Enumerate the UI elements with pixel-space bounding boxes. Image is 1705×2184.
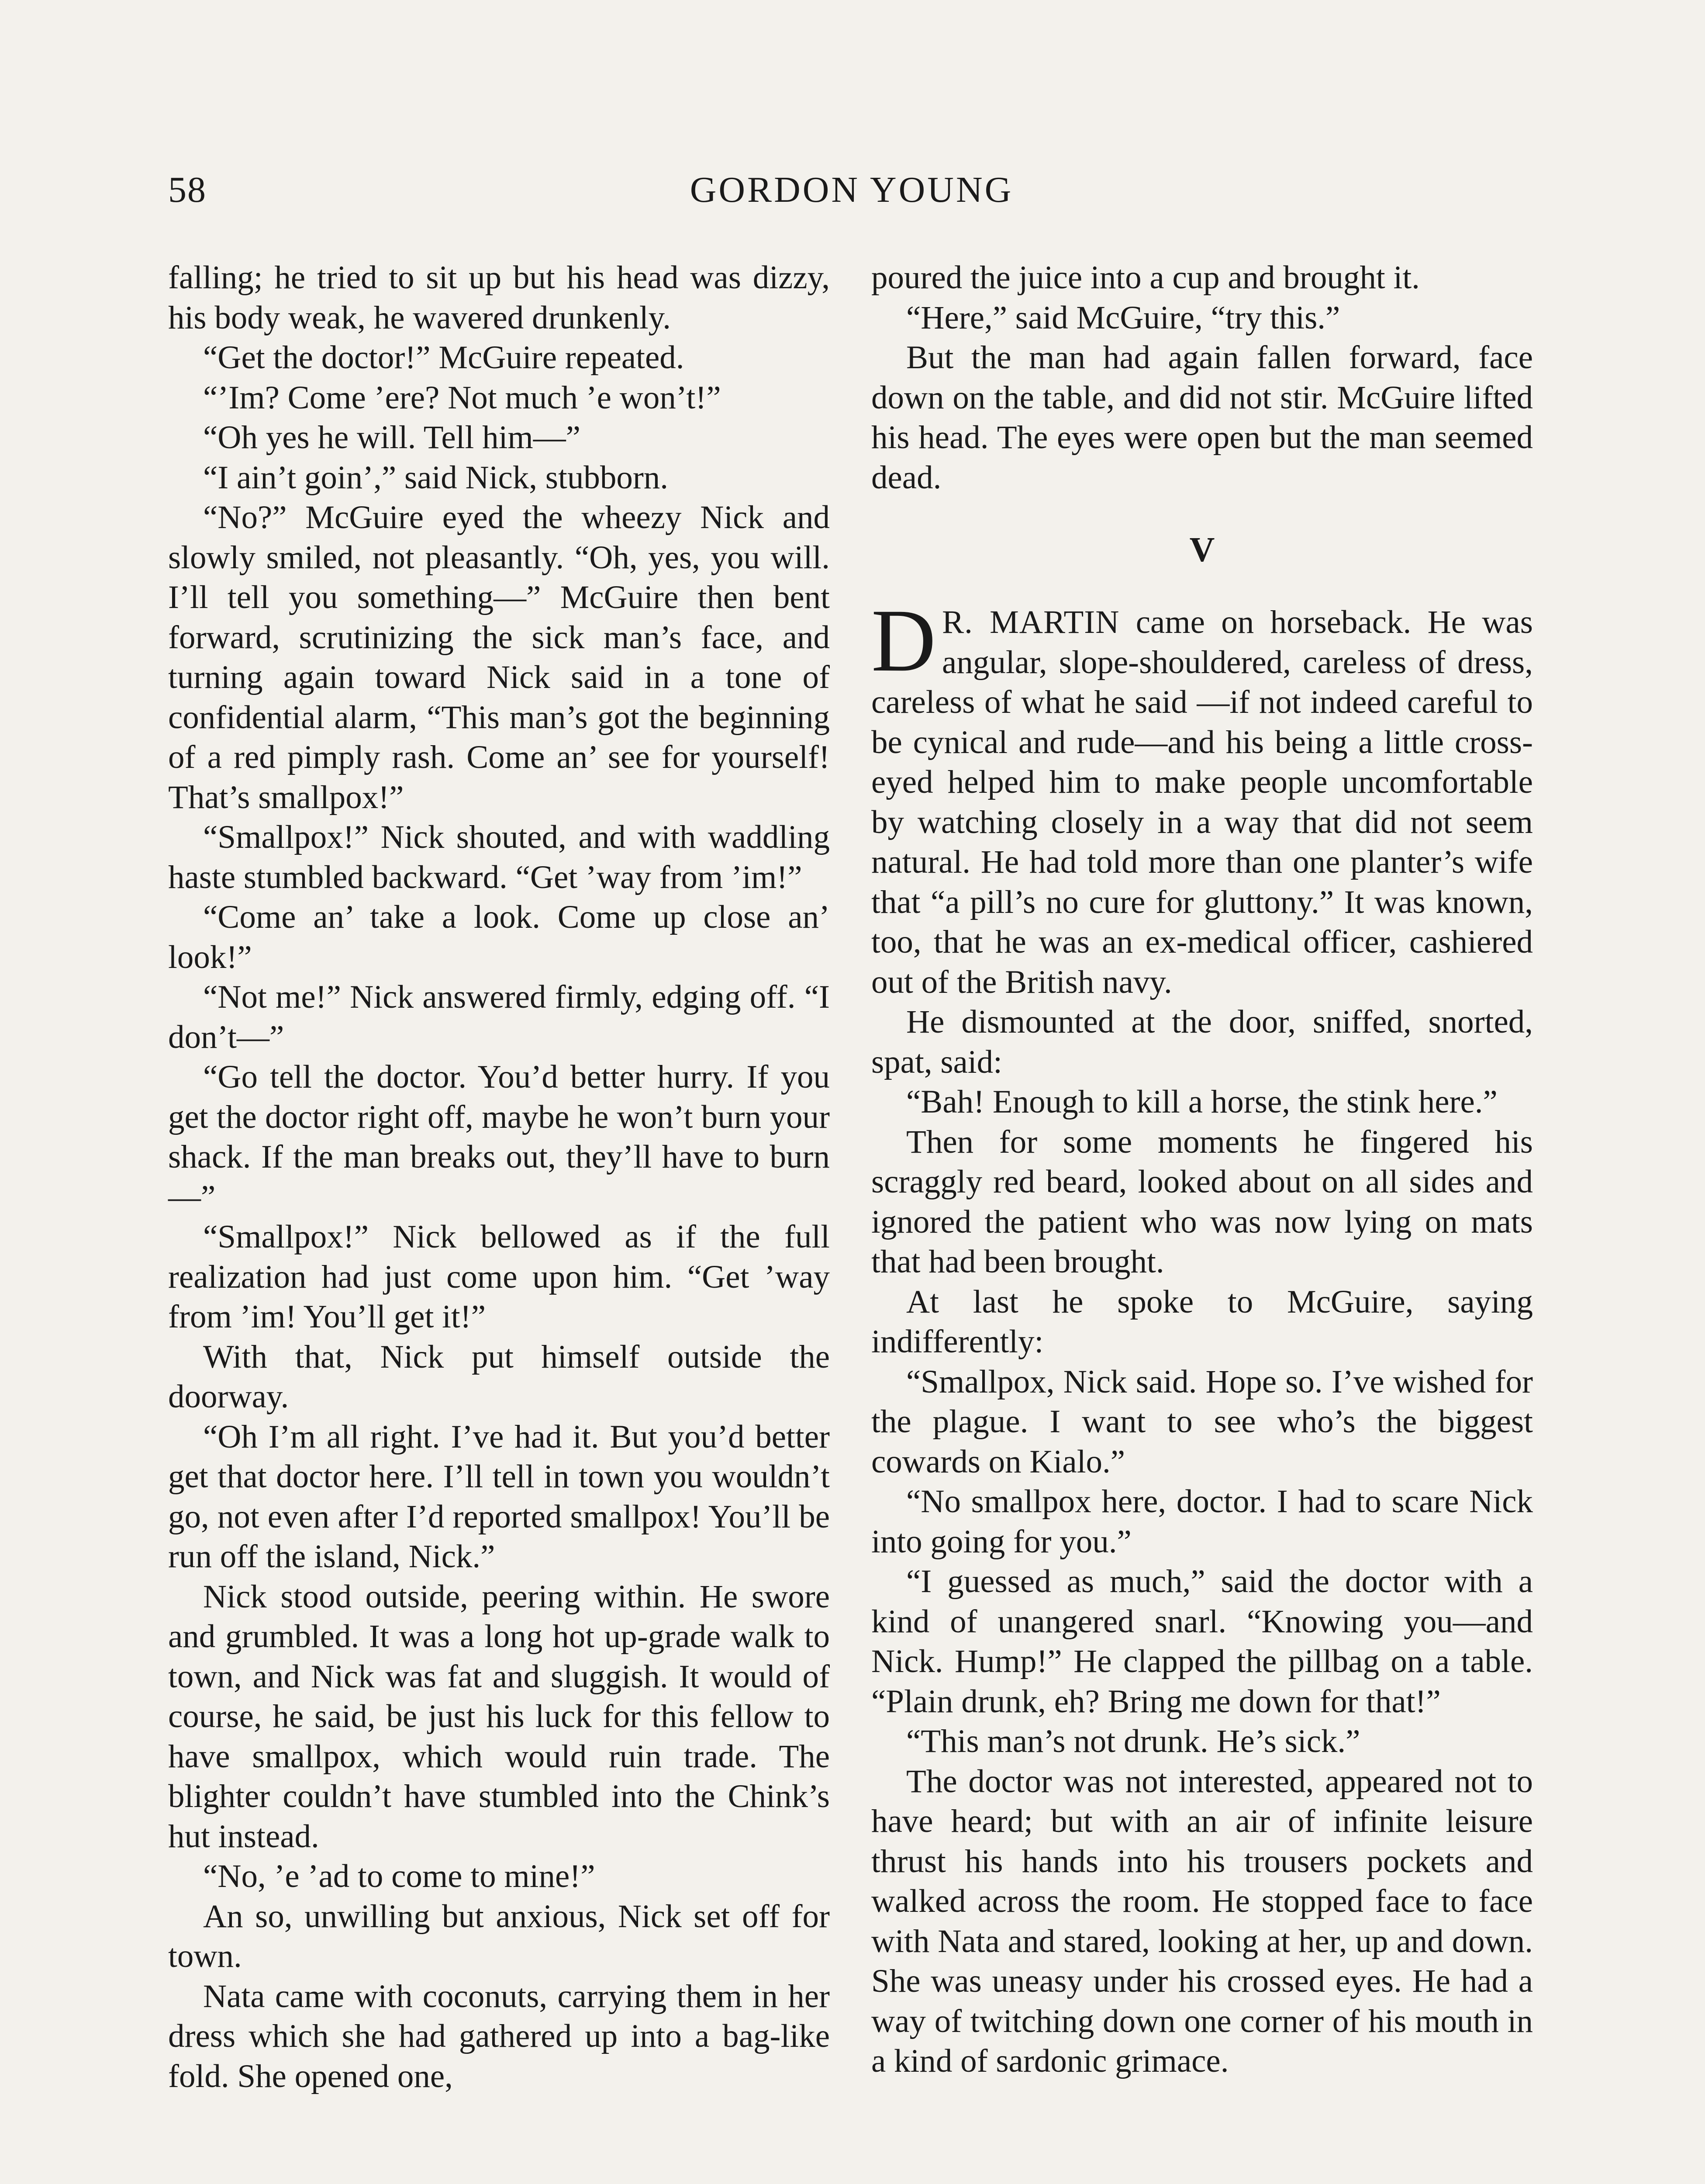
- paragraph: The doctor was not interested, appeared not to have heard; but with an air of infinite leisure thrust his hands into his trousers pockets and walked across the room. He stopped face to face with Nata and stared, looking at her, up and down. She was uneasy under his crossed eyes. He had a way of twitching down one corner of his mouth in a kind of sardonic grimace.: [871, 1763, 1533, 2079]
- opening-text: came on horseback. He was angular, slope-shouldered, careless of dress, careless of what he said —if not indeed careful to be cynical and rude—and his being a little cross-eyed helped him to make people uncomfortable by watching closely in a way that did not seem natural. He had told more than one planter’s wife that “a pill’s no cure for gluttony.” It was known, too, that he was an ex-medical officer, cashiered out of the British navy.: [871, 604, 1533, 1000]
- page-header: [168, 166, 1535, 214]
- paragraph: He dismounted at the door, sniffed, snorted, spat, said:: [871, 1004, 1533, 1080]
- drop-cap: D: [871, 591, 936, 690]
- running-head: GORDON YOUNG: [690, 169, 1014, 210]
- paragraph: But the man had again fallen forward, face down on the table, and did not stir. McGuire lifted his head. The eyes were open but the man seemed dead.: [871, 339, 1533, 496]
- paragraph: “Here,” said McGuire, “try this.”: [906, 299, 1340, 336]
- paragraph: At last he spoke to McGuire, saying indifferently:: [871, 1283, 1533, 1360]
- paragraph: “This man’s not drunk. He’s sick.”: [906, 1723, 1360, 1759]
- paragraph: Then for some moments he fingered his scraggly red beard, looked about on all sides and ignored the patient who was now lying on mats that had been brought.: [871, 1123, 1533, 1280]
- paragraph: poured the juice into a cup and brought it.: [871, 259, 1420, 296]
- paragraph: Nata came with coconuts, carrying them in her dress which she had gathered up into a bag-like fold. She opened one,: [168, 1978, 830, 2094]
- paragraph: “Smallpox!” Nick shouted, and with waddling haste stumbled backward. “Get ’way from ’im!”: [168, 819, 830, 895]
- paragraph: “Not me!” Nick answered firmly, edging off. “I don’t—”: [168, 979, 830, 1055]
- right-column: [871, 258, 1533, 2081]
- paragraph: “Bah! Enough to kill a horse, the stink here.”: [906, 1084, 1498, 1120]
- paragraph: “I guessed as much,” said the doctor with a kind of unangered snarl. “Knowing you—and Nick. Hump!” He clapped the pillbag on a table. “Plain drunk, eh? Bring me down for that!”: [871, 1563, 1533, 1720]
- paragraph: Nick stood outside, peering within. He swore and grumbled. It was a long hot up-grade walk to town, and Nick was fat and sluggish. It would of course, he said, be just his luck for this fellow to have smallpox, which would ruin trade. The blighter couldn’t have stumbled into the Chink’s hut instead.: [168, 1578, 830, 1855]
- paragraph: “Come an’ take a look. Come up close an’ look!”: [168, 899, 830, 975]
- page-number: 58: [168, 169, 207, 210]
- paragraph: “Smallpox, Nick said. Hope so. I’ve wished for the plague. I want to see who’s the biggest cowards on Kialo.”: [871, 1363, 1533, 1480]
- paragraph: “Oh I’m all right. I’ve had it. But you’d better get that doctor here. I’ll tell in town you wouldn’t go, not even after I’d reported smallpox! You’ll be run off the island, Nick.”: [168, 1418, 830, 1575]
- section-numeral: V: [1189, 531, 1215, 569]
- section-opening-paragraph: [871, 591, 1533, 1002]
- paragraph: “Smallpox!” Nick bellowed as if the full realization had just come upon him. “Get ’way from ’im! You’ll get it!”: [168, 1219, 830, 1335]
- left-column: [168, 258, 830, 2096]
- paragraph: “’Im? Come ’ere? Not much ’e won’t!”: [203, 379, 721, 416]
- paragraph: “No?” McGuire eyed the wheezy Nick and slowly smiled, not pleasantly. “Oh, yes, you will. I’ll tell you something—” McGuire then bent forward, scrutinizing the sick man’s face, and turning again toward Nick said in a tone of confidential alarm, “This man’s got the beginning of a red pimply rash. Come an’ see for yourself! That’s smallpox!”: [168, 499, 830, 816]
- paragraph: “Go tell the doctor. You’d better hurry. If you get the doctor right off, maybe he won’t burn your shack. If the man breaks out, they’ll have to burn—”: [168, 1059, 830, 1215]
- paragraph: “Oh yes he will. Tell him—”: [203, 419, 581, 456]
- paragraph: An so, unwilling but anxious, Nick set off for town.: [168, 1898, 830, 1974]
- paragraph: “No smallpox here, doctor. I had to scare Nick into going for you.”: [871, 1483, 1533, 1560]
- paragraph: “Get the doctor!” McGuire repeated.: [203, 339, 684, 376]
- paragraph: With that, Nick put himself outside the doorway.: [168, 1338, 830, 1415]
- paragraph: “No, ’e ’ad to come to mine!”: [203, 1858, 595, 1894]
- paragraph: “I ain’t goin’,” said Nick, stubborn.: [203, 459, 669, 496]
- lead-caps: R. MARTIN: [942, 604, 1120, 640]
- paragraph: falling; he tried to sit up but his head was dizzy, his body weak, he wavered drunkenly.: [168, 259, 830, 336]
